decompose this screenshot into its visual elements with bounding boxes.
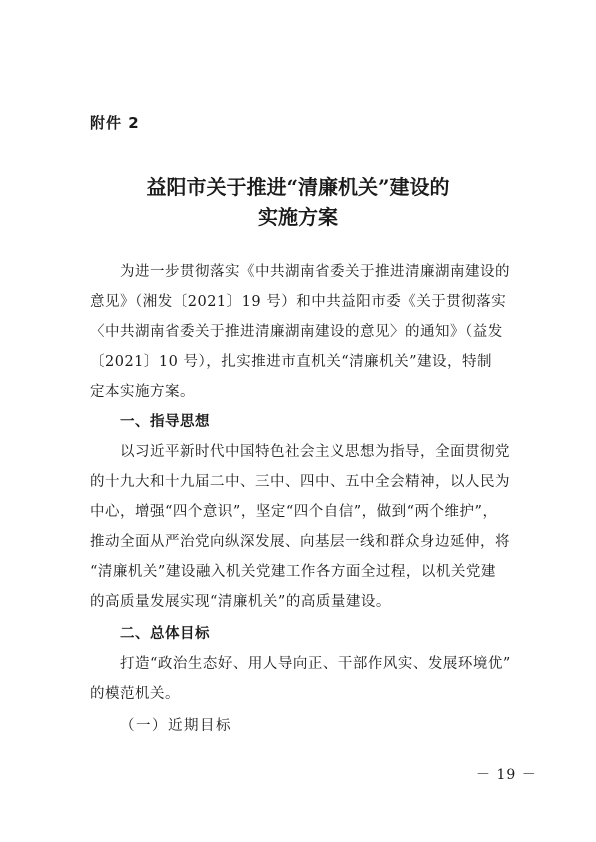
section-heading-overall-goal: 二、总体目标 [120, 626, 210, 642]
intro-line: 定本实施方案。 [90, 384, 195, 400]
section1-line: 中心，增强“四个意识”，坚定“四个自信”，做到“两个维护”， [90, 504, 498, 520]
section-heading-guiding-ideology: 一、指导思想 [120, 414, 210, 430]
section2-line: 打造“政治生态好、用人导向正、干部作风实、发展环境优” [120, 656, 511, 672]
subheading-near-term-goal: （一）近期目标 [120, 718, 232, 734]
document-title-line-2: 实施方案 [258, 205, 338, 229]
intro-line: 〈中共湖南省委关于推进清廉湖南建设的意见〉的通知》（益发 [90, 324, 503, 340]
section1-line: 推动全面从严治党向纵深发展、向基层一线和群众身边延伸，将 [90, 534, 510, 550]
intro-line: 意见》（湘发〔2021〕19 号）和中共益阳市委《关于贯彻落实 [90, 294, 507, 310]
section1-line: 以习近平新时代中国特色社会主义思想为指导，全面贯彻党 [120, 444, 510, 460]
section2-line: 的模范机关。 [90, 686, 180, 702]
document-title-line-1: 益阳市关于推进“清廉机关”建设的 [146, 175, 450, 199]
intro-line: 为进一步贯彻落实《中共湖南省委关于推进清廉湖南建设的 [120, 264, 510, 280]
intro-line: 〔2021〕10 号），扎实推进市直机关“清廉机关”建设，特制 [90, 354, 493, 370]
attachment-label: 附件 2 [90, 114, 140, 132]
page-number: － 19 － [476, 767, 537, 783]
section1-line: 的高质量发展实现“清廉机关”的高质量建设。 [90, 594, 391, 610]
section1-line: 的十九大和十九届二中、三中、四中、五中全会精神，以人民为 [90, 474, 510, 490]
section1-line: “清廉机关”建设融入机关党建工作各方面全过程，以机关党建 [90, 564, 496, 580]
